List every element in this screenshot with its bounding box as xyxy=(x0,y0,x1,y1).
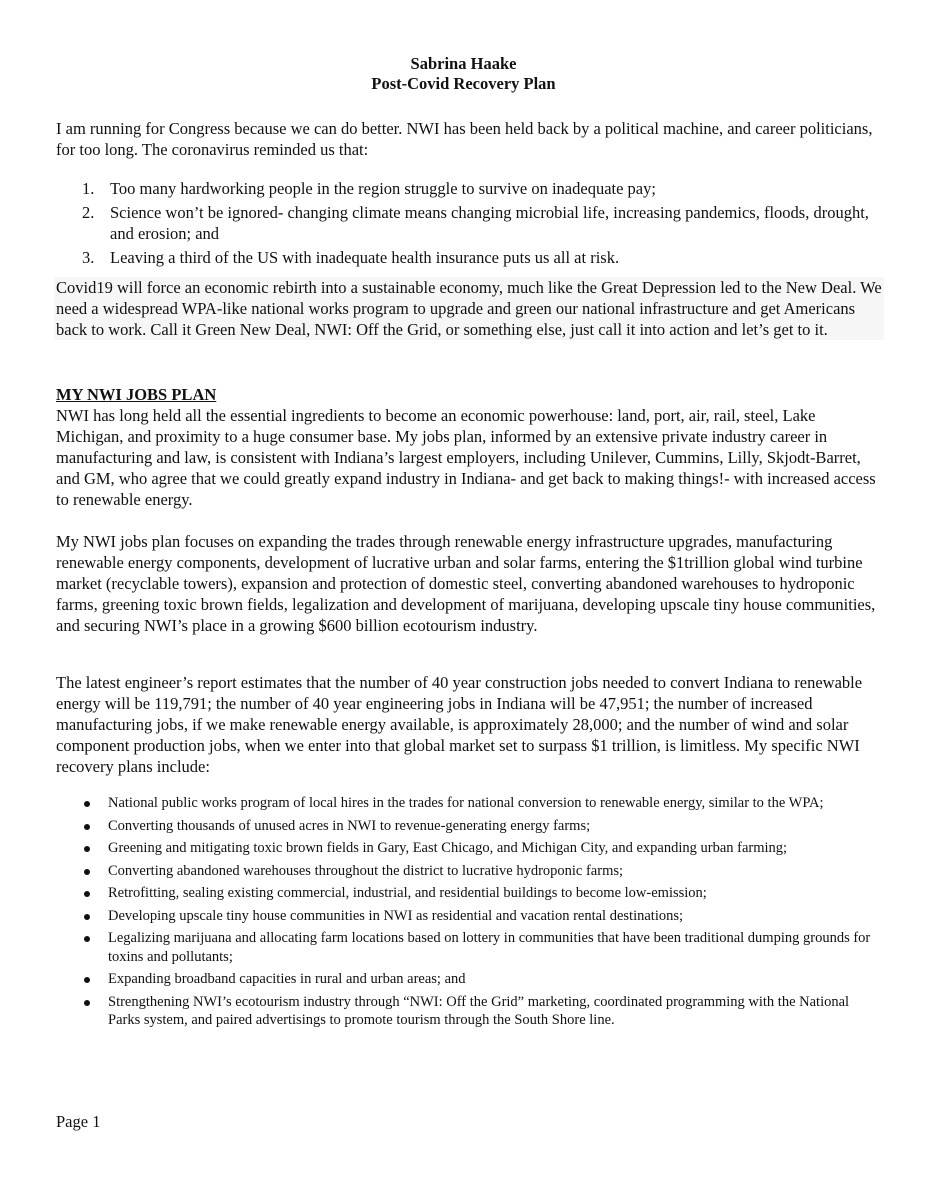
author-name: Sabrina Haake xyxy=(410,54,517,73)
item-number: 1. xyxy=(82,179,95,198)
list-item-text: Developing upscale tiny house communities in NWI as residential and vacation rental destinations; xyxy=(108,907,684,924)
bullet-icon xyxy=(84,1000,90,1006)
recovery-plans-list xyxy=(56,794,876,1034)
bullet-icon xyxy=(84,914,90,920)
bullet-icon xyxy=(84,977,90,983)
list-item-text: Expanding broadband capacities in rural and urban areas; and xyxy=(108,971,466,987)
list-item xyxy=(56,907,876,926)
list-item xyxy=(56,993,876,1030)
bullet-icon xyxy=(84,936,90,942)
list-item xyxy=(56,862,876,881)
jobs-plan-paragraph: NWI has long held all the essential ingredients to become an economic powerhouse: land, port, air, rail, steel, Lake Michigan, and proximity to a huge consumer base. My jobs plan, informed by an extensive private industry career in manufacturing and law, is consistent with Indiana’s largest employers, including Unilever, Cummins, Lilly, Skjodt-Barret, and GM, who agree that we could greatly expand industry in Indiana- and get back to making things!- with increased access to renewable energy. xyxy=(56,406,876,509)
item-text: Leaving a third of the US with inadequate health insurance puts us all at risk. xyxy=(110,248,620,267)
item-number: 2. xyxy=(82,203,95,222)
document-title: Post-Covid Recovery Plan xyxy=(371,74,556,93)
numbered-item xyxy=(56,202,876,244)
list-item xyxy=(56,884,876,903)
numbered-item xyxy=(56,178,876,199)
covid-paragraph: Covid19 will force an economic rebirth into a sustainable economy, much like the Great Depression led to the New Deal. We need a widespread WPA-like national works program to upgrade and green our national infrastructure and get Americans back to work. Call it Green New Deal, NWI: Off the Grid, or something else, just call it into action and let’s get to it. xyxy=(54,277,884,340)
list-item-text: Converting abandoned warehouses throughout the district to lucrative hydroponic farms; xyxy=(108,862,624,879)
item-text: Science won’t be ignored- changing climate means changing microbial life, increasing pandemics, floods, drought, and erosion; and xyxy=(110,203,869,243)
item-text: Too many hardworking people in the region struggle to survive on inadequate pay; xyxy=(110,179,656,198)
bullet-icon xyxy=(84,891,90,897)
list-item xyxy=(56,929,876,966)
list-item xyxy=(56,839,876,858)
item-number: 3. xyxy=(82,248,95,267)
list-item xyxy=(56,970,876,989)
list-item-text: Retrofitting, sealing existing commercial, industrial, and residential buildings to become low-emission; xyxy=(108,885,707,901)
numbered-list xyxy=(56,178,876,271)
list-item-text: Converting thousands of unused acres in NWI to revenue-generating energy farms; xyxy=(108,817,591,834)
bullet-icon xyxy=(84,824,90,830)
intro-paragraph: I am running for Congress because we can do better. NWI has been held back by a political machine, and career politicians, for too long. The coronavirus reminded us that: xyxy=(56,119,873,159)
list-item xyxy=(56,794,876,813)
list-item-text: National public works program of local hires in the trades for national conversion to renewable energy, similar to the WPA; xyxy=(108,795,824,811)
bullet-icon xyxy=(84,846,90,852)
bullet-icon xyxy=(84,801,90,807)
numbered-item xyxy=(56,247,876,268)
list-item-text: Legalizing marijuana and allocating farm locations based on lottery in communities that have been traditional dumping grounds for toxins and pollutants; xyxy=(108,930,871,965)
bullet-icon xyxy=(84,869,90,875)
list-item-text: Strengthening NWI’s ecotourism industry through “NWI: Off the Grid” marketing, coordinated programming with the National Parks system, and paired advertisings to promote tourism through the South Shore line. xyxy=(108,993,850,1028)
list-item xyxy=(56,817,876,836)
page-number: Page 1 xyxy=(56,1112,101,1131)
list-item-text: Greening and mitigating toxic brown fields in Gary, East Chicago, and Michigan City, and expanding urban farming; xyxy=(108,840,788,856)
document-header xyxy=(0,54,927,94)
engineer-report-paragraph: The latest engineer’s report estimates that the number of 40 year construction jobs needed to convert Indiana to renewable energy will be 119,791; the number of 40 year engineering jobs in Indiana will be 47,951; the number of increased manufacturing jobs, if we make renewable energy available, is approximately 28,000; and the number of wind and solar component production jobs, when we enter into that global market set to surpass $1 trillion, is limitless. My specific NWI recovery plans include: xyxy=(56,673,863,776)
jobs-plan-focus-paragraph: My NWI jobs plan focuses on expanding the trades through renewable energy infrastructure upgrades, manufacturing renewable energy components, development of lucrative urban and solar farms, entering the $1trillion global wind turbine market (recyclable towers), expansion and protection of domestic steel, converting abandoned warehouses to hydroponic farms, greening toxic brown fields, legalization and development of marijuana, developing upscale tiny house communities, and securing NWI’s place in a growing $600 billion ecotourism industry. xyxy=(56,532,876,635)
section-title: MY NWI JOBS PLAN xyxy=(56,385,217,404)
